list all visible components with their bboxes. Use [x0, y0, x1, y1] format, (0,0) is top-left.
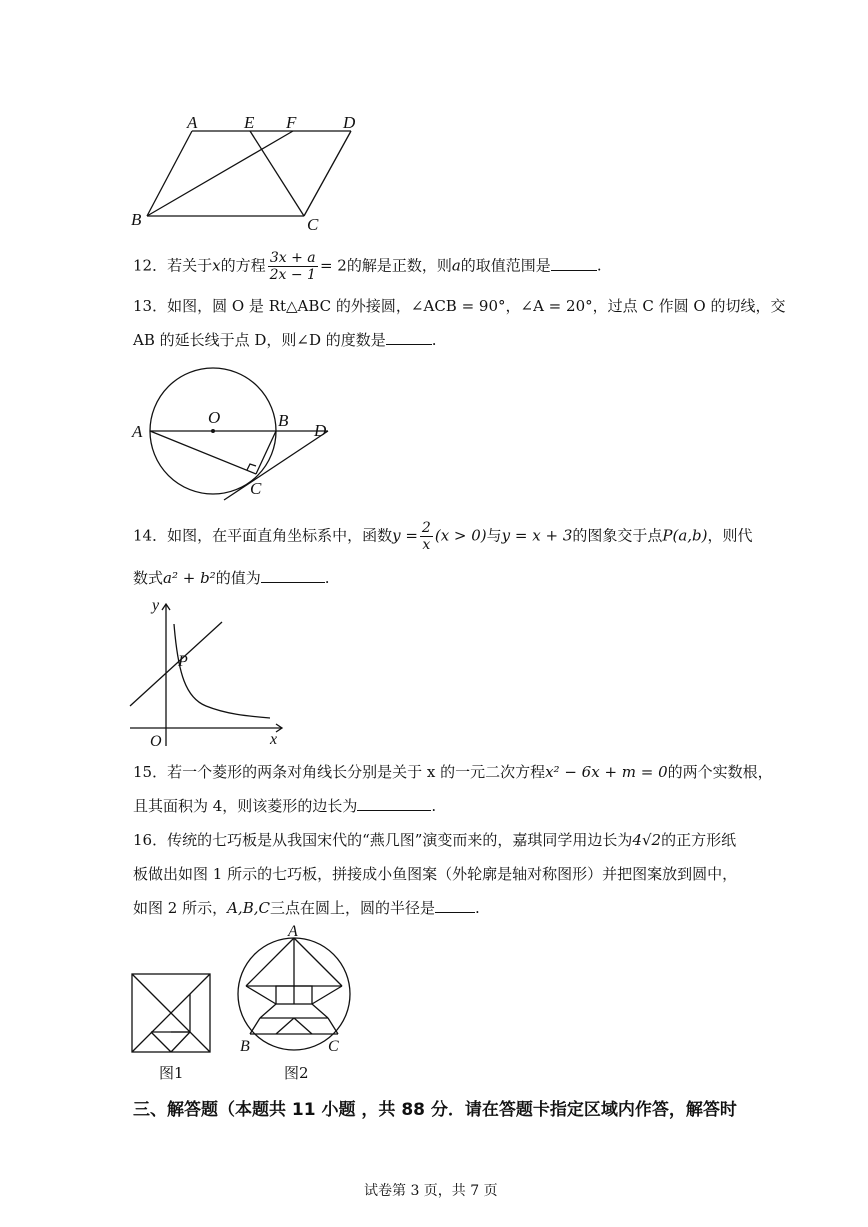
label-A: A	[187, 113, 198, 132]
answer-blank	[357, 796, 431, 811]
question-12: 12．若关于x的方程 $\frac{3x + a}{2x - 1}$ = 2的解是正数，则a的取值范围是 .	[133, 250, 602, 283]
figure-2-caption: 图2	[284, 1064, 309, 1082]
label-F: F	[286, 113, 297, 132]
label-D: D	[343, 113, 356, 132]
label-A: A	[132, 422, 143, 441]
label-P: P	[178, 653, 188, 670]
label-A: A	[288, 924, 298, 940]
question-16-line2: 板做出如图 1 所示的七巧板，拼接成小鱼图案（外轮廓是轴对称图形）并把图案放到圆中，	[133, 865, 738, 883]
question-13-line1: 13．如图，圆 O 是 Rt△ABC 的外接圆，∠ACB = 90°，∠A = 20°，过点 C 作圆 O 的切线，交	[133, 297, 786, 315]
answer-blank	[386, 330, 432, 345]
question-15-line2: 且其面积为 4，则该菱形的边长为 .	[133, 797, 437, 815]
question-16-line1: 16．传统的七巧板是从我国宋代的“燕几图”演变而来的，嘉琪同学用边长为4√2的正方形纸	[133, 831, 737, 849]
label-C: C	[250, 479, 262, 498]
circle-figure	[128, 366, 348, 502]
answer-blank	[261, 568, 325, 583]
answer-blank	[435, 898, 475, 913]
parallelogram-figure	[125, 108, 375, 236]
label-B: B	[278, 411, 289, 430]
label-y: y	[152, 597, 160, 614]
label-O: O	[150, 733, 162, 750]
label-B: B	[240, 1038, 250, 1055]
coordinate-graph-figure	[126, 594, 296, 750]
section-3-heading: 三、解答题（本题共 11 小题 ，共 88 分．请在答题卡指定区域内作答，解答时	[133, 1100, 737, 1120]
q12-number: 12．	[133, 256, 168, 275]
label-C: C	[328, 1038, 339, 1055]
question-13-line2: AB 的延长线于点 D，则∠D 的度数是 .	[133, 331, 437, 349]
figure-1-caption: 图1	[159, 1064, 184, 1082]
label-C: C	[307, 215, 319, 234]
label-x: x	[270, 731, 278, 748]
label-B: B	[131, 210, 142, 229]
tangram-square-figure	[128, 970, 214, 1056]
page-footer: 试卷第 3 页，共 7 页	[364, 1183, 498, 1199]
question-14-line2: 数式a² + b²的值为 .	[133, 569, 330, 587]
question-14-line1: 14．如图，在平面直角坐标系中，函数y = $\frac{2}{x}$ (x > 0)与y = x + 3的图象交于点P(a,b)，则代	[133, 520, 753, 553]
tangram-fish-circle-figure	[232, 924, 356, 1060]
label-E: E	[244, 113, 255, 132]
answer-blank	[551, 256, 597, 271]
question-16-line3: 如图 2 所示，A,B,C三点在圆上，圆的半径是 .	[133, 899, 480, 917]
label-O: O	[208, 408, 221, 427]
question-15-line1: 15．若一个菱形的两条对角线长分别是关于 x 的一元二次方程x² − 6x + m = 0的两个实数根，	[133, 763, 773, 781]
q12-fraction: $\frac{3x + a}{2x - 1}$	[269, 250, 316, 283]
q14-fraction: $\frac{2}{x}$	[421, 520, 431, 553]
label-D: D	[314, 421, 327, 440]
